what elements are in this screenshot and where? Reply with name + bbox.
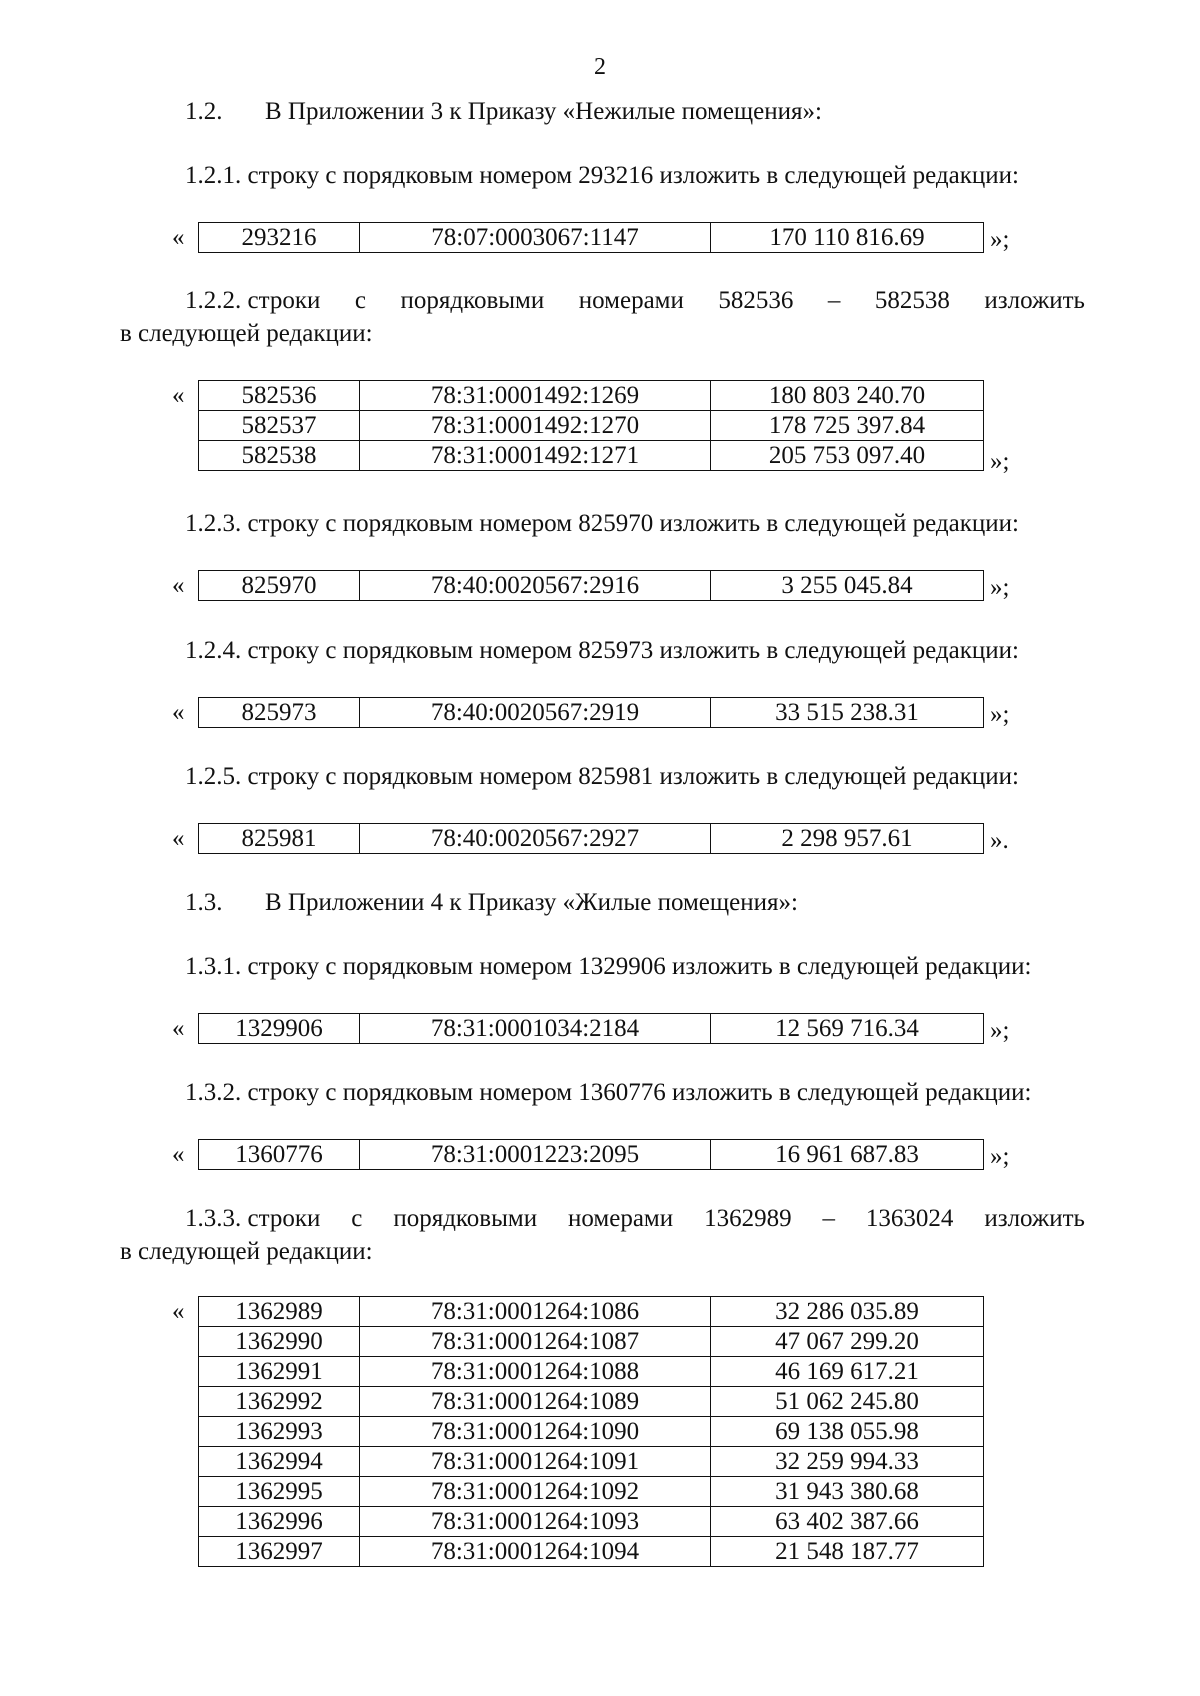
cadastral-number-cell: 78:40:0020567:2927 [360,824,711,854]
cadastral-value-cell: 205 753 097.40 [711,441,984,471]
clause-1-2-1: 1.2.1. строку с порядковым номером 293216 изложить в следующей редакции: [185,162,1019,189]
word: номерами [568,1205,674,1232]
cadastral-value-cell: 51 062 245.80 [711,1387,984,1417]
clause-1-2-2-line [185,285,1085,317]
cadastral-value-cell: 2 298 957.61 [711,824,984,854]
word: порядковыми [393,1205,538,1232]
cadastral-value-cell: 32 286 035.89 [711,1297,984,1327]
cadastral-number-cell: 78:31:0001264:1088 [360,1357,711,1387]
section-heading-1-3: 1.3. В Приложении 4 к Приказу «Жилые помещения»: [185,889,798,916]
row-number-cell: 1362997 [199,1537,360,1567]
record-table-1-2-5 [198,823,984,854]
table-row [199,1507,984,1537]
section-heading-1-2: 1.2. В Приложении 3 к Приказу «Нежилые помещения»: [185,98,822,125]
row-number-cell: 1362993 [199,1417,360,1447]
table-row [199,1387,984,1417]
cadastral-value-cell: 180 803 240.70 [711,381,984,411]
clause-1-3-2: 1.3.2. строку с порядковым номером 1360776 изложить в следующей редакции: [185,1079,1032,1106]
record-table-1-2-4 [198,697,984,728]
open-quote: « [172,699,185,726]
table-row [199,1140,984,1170]
row-number-cell: 825973 [199,698,360,728]
word: с [354,287,366,314]
row-number-cell: 1329906 [199,1014,360,1044]
clause-1-2-5: 1.2.5. строку с порядковым номером 825981 изложить в следующей редакции: [185,763,1019,790]
cadastral-number-cell: 78:31:0001264:1089 [360,1387,711,1417]
cadastral-number-cell: 78:31:0001264:1094 [360,1537,711,1567]
table-row [199,698,984,728]
clause-1-2-4: 1.2.4. строку с порядковым номером 825973 изложить в следующей редакции: [185,637,1019,664]
cadastral-value-cell: 47 067 299.20 [711,1327,984,1357]
table-row [199,381,984,411]
cadastral-number-cell: 78:40:0020567:2919 [360,698,711,728]
open-quote: « [172,825,185,852]
cadastral-value-cell: 63 402 387.66 [711,1507,984,1537]
cadastral-number-cell: 78:31:0001492:1269 [360,381,711,411]
close-quote: »; [990,701,1010,728]
row-number-cell: 582537 [199,411,360,441]
clause-1-3-1: 1.3.1. строку с порядковым номером 1329906 изложить в следующей редакции: [185,953,1032,980]
cadastral-number-cell: 78:40:0020567:2916 [360,571,711,601]
open-quote: « [172,1015,185,1042]
clause-1-3-3-continuation: в следующей редакции: [120,1238,373,1265]
cadastral-number-cell: 78:07:0003067:1147 [360,223,711,253]
cadastral-number-cell: 78:31:0001492:1271 [360,441,711,471]
cadastral-value-cell: 21 548 187.77 [711,1537,984,1567]
cadastral-value-cell: 33 515 238.31 [711,698,984,728]
table-row [199,1417,984,1447]
record-table-1-2-1 [198,222,984,253]
table-row [199,1014,984,1044]
row-number-cell: 1362992 [199,1387,360,1417]
record-table-1-3-2 [198,1139,984,1170]
word: – [827,287,841,314]
close-quote: ». [990,827,1009,854]
table-row [199,1537,984,1567]
record-table-1-2-3 [198,570,984,601]
open-quote: « [172,572,185,599]
close-quote: »; [990,448,1010,475]
table-row [199,411,984,441]
page-number: 2 [594,54,606,80]
table-row [199,824,984,854]
cadastral-value-cell: 3 255 045.84 [711,571,984,601]
cadastral-number-cell: 78:31:0001034:2184 [360,1014,711,1044]
row-number-cell: 1360776 [199,1140,360,1170]
table-row [199,441,984,471]
row-number-cell: 582538 [199,441,360,471]
clause-1-2-2-continuation: в следующей редакции: [120,320,373,347]
close-quote: »; [990,1143,1010,1170]
clause-1-3-3-line [185,1203,1085,1235]
cadastral-value-cell: 178 725 397.84 [711,411,984,441]
cadastral-value-cell: 12 569 716.34 [711,1014,984,1044]
cadastral-value-cell: 32 259 994.33 [711,1447,984,1477]
word: 582536 [718,287,794,314]
cadastral-number-cell: 78:31:0001264:1087 [360,1327,711,1357]
cadastral-number-cell: 78:31:0001264:1092 [360,1477,711,1507]
table-row [199,1327,984,1357]
open-quote: « [172,224,185,251]
cadastral-value-cell: 170 110 816.69 [711,223,984,253]
row-number-cell: 293216 [199,223,360,253]
row-number-cell: 1362994 [199,1447,360,1477]
cadastral-number-cell: 78:31:0001264:1090 [360,1417,711,1447]
table-row [199,223,984,253]
cadastral-value-cell: 31 943 380.68 [711,1477,984,1507]
cadastral-number-cell: 78:31:0001492:1270 [360,411,711,441]
cadastral-value-cell: 46 169 617.21 [711,1357,984,1387]
cadastral-value-cell: 69 138 055.98 [711,1417,984,1447]
open-quote: « [172,1141,185,1168]
table-row [199,571,984,601]
clause-1-2-3: 1.2.3. строку с порядковым номером 825970 изложить в следующей редакции: [185,510,1019,537]
word: 1362989 [704,1205,792,1232]
word: 1363024 [865,1205,954,1232]
table-row [199,1477,984,1507]
word: 582538 [874,287,950,314]
cadastral-number-cell: 78:31:0001264:1093 [360,1507,711,1537]
row-number-cell: 825970 [199,571,360,601]
row-number-cell: 1362995 [199,1477,360,1507]
table-row [199,1297,984,1327]
cadastral-number-cell: 78:31:0001264:1086 [360,1297,711,1327]
open-quote: « [172,1298,185,1325]
row-number-cell: 1362990 [199,1327,360,1357]
word: – [822,1205,835,1232]
table-row [199,1447,984,1477]
word: порядковыми [400,287,545,314]
row-number-cell: 582536 [199,381,360,411]
word: изложить [984,1205,1085,1232]
record-table-1-2-2 [198,380,984,471]
word: 1.2.2. строки [185,287,321,314]
cadastral-number-cell: 78:31:0001223:2095 [360,1140,711,1170]
close-quote: »; [990,1017,1010,1044]
record-table-1-3-1 [198,1013,984,1044]
close-quote: »; [990,226,1010,253]
table-row [199,1357,984,1387]
cadastral-number-cell: 78:31:0001264:1091 [360,1447,711,1477]
cadastral-value-cell: 16 961 687.83 [711,1140,984,1170]
record-table-1-3-3 [198,1296,984,1567]
row-number-cell: 1362996 [199,1507,360,1537]
row-number-cell: 825981 [199,824,360,854]
word: 1.3.3. строки [185,1205,321,1232]
word: изложить [984,287,1085,314]
word: номерами [578,287,684,314]
close-quote: »; [990,574,1010,601]
row-number-cell: 1362989 [199,1297,360,1327]
word: с [351,1205,363,1232]
row-number-cell: 1362991 [199,1357,360,1387]
open-quote: « [172,382,185,409]
